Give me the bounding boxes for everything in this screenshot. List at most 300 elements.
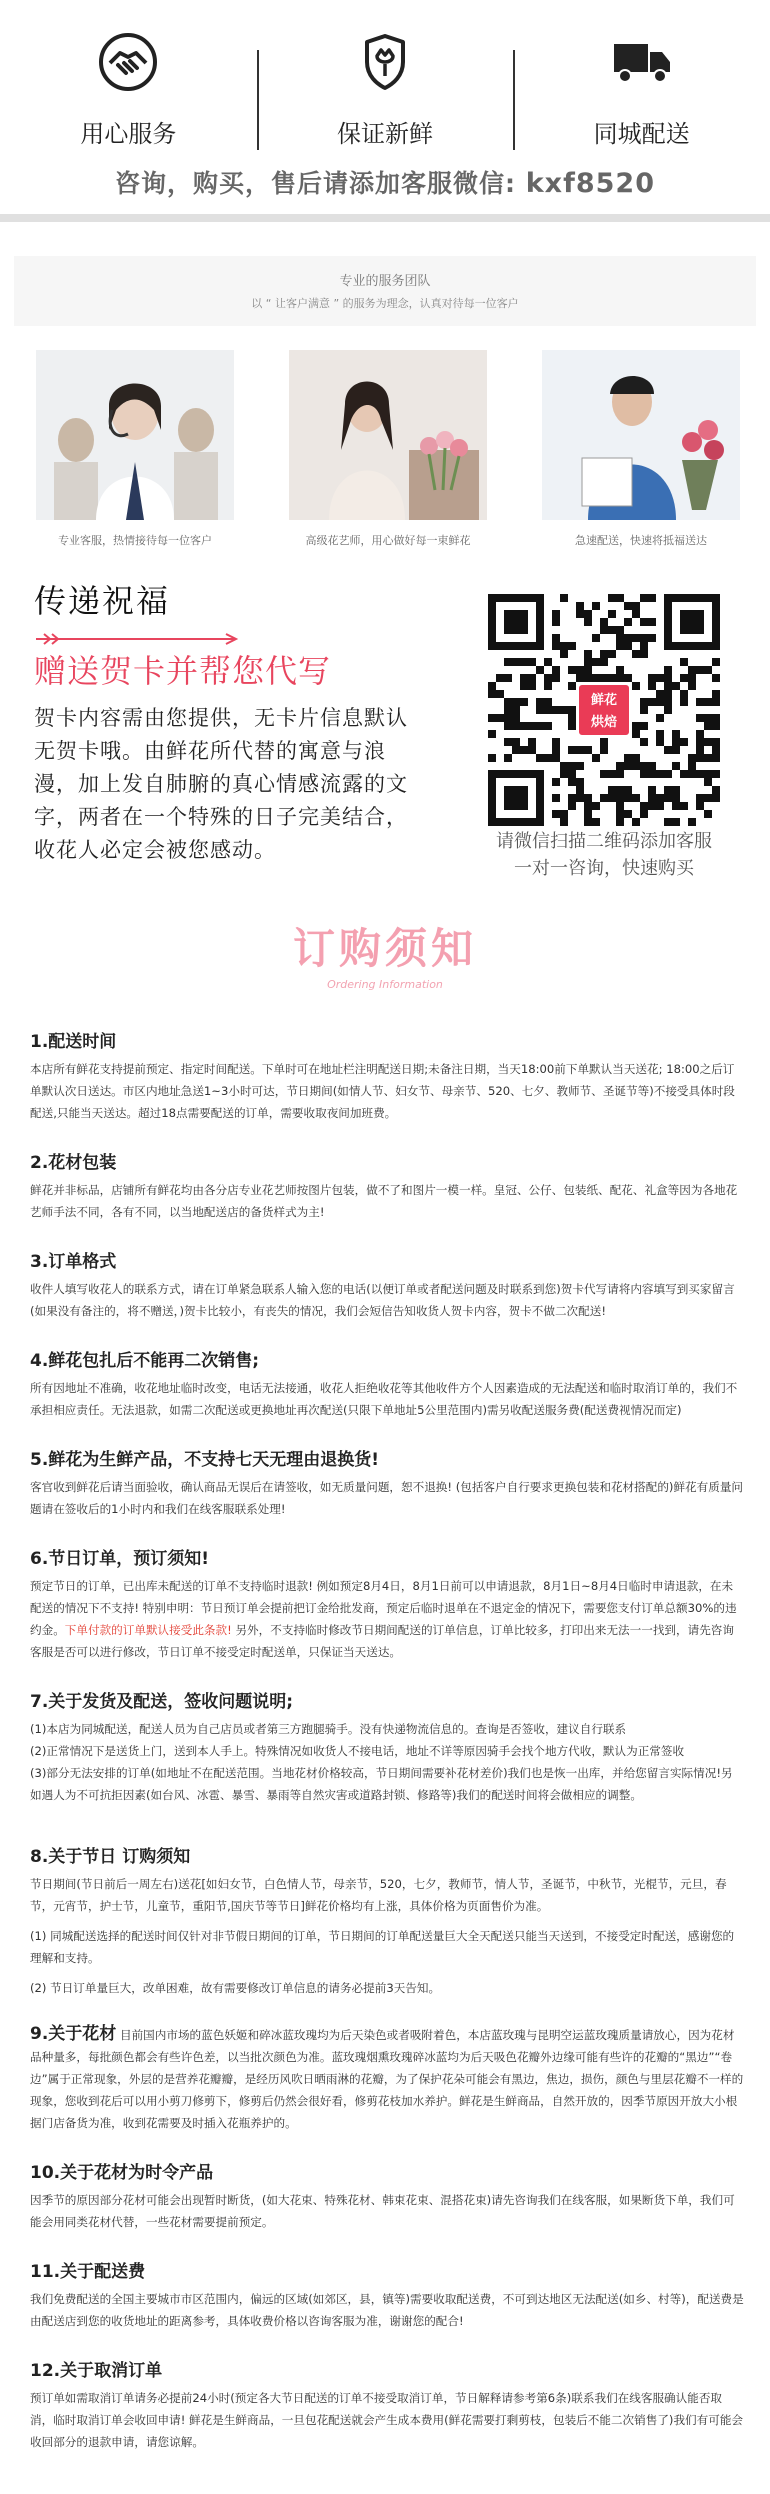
qr-module — [664, 794, 672, 802]
qr-module — [528, 674, 536, 682]
qr-module — [712, 738, 720, 746]
section-10 — [30, 2158, 744, 2233]
qr-module — [544, 674, 552, 682]
qr-module — [560, 818, 568, 826]
qr-module — [664, 690, 672, 698]
qr-module — [584, 818, 592, 826]
section-body — [30, 1873, 744, 1999]
qr-module — [624, 642, 632, 650]
qr-module — [552, 642, 560, 650]
qr-module — [512, 714, 520, 722]
qr-module — [640, 594, 648, 602]
qr-module — [536, 698, 544, 706]
qr-module — [608, 786, 616, 794]
qr-module — [696, 802, 704, 810]
section-body-post: 另外，不支持临时修改节日期间配送的订单信息，订单比较多，打印出来无法一一找到，请先咨询客服是否可以进行修改，节日订单不接受定时配送单，只保证当天送达。 — [30, 1623, 734, 1659]
qr-module — [664, 786, 672, 794]
qr-module — [648, 762, 656, 770]
team-photos — [0, 326, 770, 548]
qr-module — [616, 594, 624, 602]
qr-module — [656, 802, 664, 810]
qr-module — [672, 762, 680, 770]
greeting-body: 贺卡内容需由您提供，无卡片信息默认无贺卡哦。由鲜花所代替的寓意与浪漫，加上发自肺腑的真心情感流露的文字，两者在一个特殊的日子完美结合，收花人必定会被您感动。 — [34, 706, 408, 862]
qr-module — [552, 706, 560, 714]
qr-module — [584, 746, 592, 754]
service-team-banner — [14, 256, 756, 326]
qr-module — [656, 674, 664, 682]
qr-module — [568, 706, 576, 714]
qr-module — [536, 722, 544, 730]
section-heading: 7.关于发货及配送，签收问题说明; — [30, 1692, 294, 1712]
qr-module — [664, 666, 672, 674]
qr-module — [648, 794, 656, 802]
qr-module — [704, 778, 712, 786]
qr-module — [512, 738, 520, 746]
qr-module — [592, 802, 600, 810]
qr-module — [712, 754, 720, 762]
qr-module — [528, 746, 536, 754]
qr-module — [712, 746, 720, 754]
greeting-subtitle: 赠送贺卡并帮您代写 — [34, 652, 332, 690]
qr-finder — [680, 610, 704, 634]
qr-module — [712, 770, 720, 778]
qr-module — [712, 690, 720, 698]
qr-module — [664, 746, 672, 754]
qr-module — [704, 770, 712, 778]
qr-module — [616, 802, 624, 810]
qr-module — [616, 634, 624, 642]
qr-finder — [504, 786, 528, 810]
section-8 — [30, 1842, 744, 1999]
qr-module — [504, 706, 512, 714]
qr-module — [592, 818, 600, 826]
customer-service-photo — [36, 350, 234, 520]
qr-module — [520, 746, 528, 754]
qr-module — [552, 738, 560, 746]
qr-module — [680, 738, 688, 746]
qr-module — [672, 682, 680, 690]
arrow-decoration — [34, 630, 234, 640]
qr-module — [536, 666, 544, 674]
team-subtitle: 以 “ 让客户满意 ” 的服务为理念，认真对待每一位客户 — [251, 297, 519, 310]
qr-caption-1: 请微信扫描二维码添加客服 — [496, 831, 712, 852]
qr-module — [528, 738, 536, 746]
qr-module — [688, 818, 696, 826]
section-body-text: 目前国内市场的蓝色妖姬和碎冰蓝玫瑰均为后天染色或者吸附着色，本店蓝玫瑰与昆明空运蓝玫瑰质量请放心，因为花材品种量多，每批颜色都会有些许色差，以当批次颜色为准。蓝玫瑰烟熏玫瑰碎冰蓝均为后天吸色花瓣外边缘可能有些许的花瓣的“黑边”“卷边”属于正常现象，外层的是营养花瓣瓣，是经历风吹日晒雨淋的花瓣，为了保护花朵可能会有黑边，焦边，损伤，颜色与里层花瓣不一样的现象，您收到花后可以用小剪刀修剪下，修剪后仍然会很好看，修剪花枝加水养护。鲜花是生鲜商品，自然开放的，因季节原因开放大小根据门店备货为准，收到花需要及时插入花瓶养护的。 — [30, 2028, 744, 2130]
qr-module — [624, 618, 632, 626]
qr-module — [488, 730, 496, 738]
qr-module — [592, 754, 600, 762]
section-body: 本店所有鲜花支持提前预定、指定时间配送。下单时可在地址栏注明配送日期;未备注日期，当天18:00前下单默认当天送花; 18:00之后订单默认次日送达。市区内地址急送1~3小时可达，节日期间(如情人节、妇女节、母亲节、520、七夕、教师节、圣诞节等)不接受具体时段配送,只能当天送达。超过18点需要配送的订单，需要收取夜间加班费。 — [30, 1062, 735, 1120]
qr-module — [640, 722, 648, 730]
qr-block — [468, 576, 740, 880]
notice-sections — [0, 1027, 770, 2453]
qr-module — [536, 706, 544, 714]
qr-module — [640, 802, 648, 810]
qr-module — [712, 794, 720, 802]
section-1 — [30, 1027, 744, 1124]
qr-module — [704, 738, 712, 746]
qr-module — [696, 738, 704, 746]
section-body: 因季节的原因部分花材可能会出现暂时断货，(如大花束、特殊花材、韩束花束、混搭花束)请先咨询我们在线客服，如果断货下单，我们可能会用同类花材代替，一些花材需要提前预定。 — [30, 2193, 735, 2229]
qr-caption-2: 一对一咨询，快速购买 — [514, 858, 694, 879]
qr-module — [656, 690, 664, 698]
qr-module — [680, 658, 688, 666]
qr-module — [600, 746, 608, 754]
feature-label: 保证新鲜 — [337, 120, 433, 148]
qr-module — [632, 602, 640, 610]
qr-module — [504, 738, 512, 746]
section-2 — [30, 1148, 744, 1223]
qr-module — [616, 674, 624, 682]
qr-module — [648, 682, 656, 690]
flower-shield-icon — [353, 30, 417, 94]
section-body-pre: 预定节日的订单，已出库未配送的订单不支持临时退款! 例如预定8月4日，8月1日前可以申请退款，8月1日~8月4日临时申请退款，在未配送的情况下不支持! 特别申明：节日预订单会提前把订金给批发商，预定后临时退单在不退定金的情况下，需要您支付订单总额30%的违约金。 — [30, 1579, 737, 1637]
qr-module — [656, 714, 664, 722]
qr-module — [600, 618, 608, 626]
qr-module — [648, 698, 656, 706]
qr-module — [576, 666, 584, 674]
qr-module — [560, 810, 568, 818]
qr-module — [624, 786, 632, 794]
section-heading: 12.关于取消订单 — [30, 2361, 163, 2381]
qr-module — [584, 618, 592, 626]
qr-module — [616, 666, 624, 674]
qr-module — [576, 746, 584, 754]
qr-module — [504, 674, 512, 682]
section-body — [30, 1718, 744, 1806]
qr-module — [560, 770, 568, 778]
qr-module — [624, 794, 632, 802]
qr-module — [624, 602, 632, 610]
qr-module — [552, 794, 560, 802]
qr-module — [568, 714, 576, 722]
qr-module — [600, 650, 608, 658]
qr-module — [616, 762, 624, 770]
qr-module — [552, 618, 560, 626]
qr-module — [552, 674, 560, 682]
qr-module — [496, 674, 504, 682]
qr-module — [696, 770, 704, 778]
qr-module — [528, 658, 536, 666]
qr-module — [672, 730, 680, 738]
qr-module — [584, 674, 592, 682]
divider — [0, 214, 770, 222]
qr-module — [568, 682, 576, 690]
qr-module — [568, 770, 576, 778]
feature-fresh — [257, 30, 514, 160]
qr-module — [544, 698, 552, 706]
photo-florist — [289, 350, 487, 548]
qr-module — [504, 698, 512, 706]
qr-module — [568, 746, 576, 754]
qr-module — [640, 810, 648, 818]
qr-module — [608, 794, 616, 802]
section-heading: 5.鲜花为生鲜产品，不支持七天无理由退换货! — [30, 1450, 380, 1470]
notice-title: 订购须知 — [292, 924, 477, 973]
qr-module — [584, 610, 592, 618]
qr-module — [528, 682, 536, 690]
qr-module — [520, 658, 528, 666]
section-body: 鲜花并非标品，店铺所有鲜花均由各分店专业花艺师按图片包装，做不了和图片一模一样。皇冠、公仔、包装纸、配花、礼盒等因为各地花艺师手法不同，各有不同，以当地配送店的备货样式为主! — [30, 1183, 738, 1219]
qr-module — [568, 794, 576, 802]
qr-module — [576, 602, 584, 610]
qr-module — [664, 674, 672, 682]
qr-code — [488, 594, 720, 826]
handshake-icon — [96, 30, 160, 94]
qr-module — [608, 594, 616, 602]
qr-module — [680, 770, 688, 778]
qr-module — [680, 674, 688, 682]
qr-module — [648, 674, 656, 682]
section-heading: 8.关于节日 订购须知 — [30, 1847, 191, 1867]
qr-module — [672, 746, 680, 754]
qr-module — [560, 594, 568, 602]
qr-module — [584, 810, 592, 818]
qr-module — [616, 786, 624, 794]
qr-module — [568, 642, 576, 650]
qr-module — [640, 762, 648, 770]
qr-module — [552, 634, 560, 642]
qr-module — [656, 698, 664, 706]
qr-module — [656, 770, 664, 778]
qr-module — [496, 690, 504, 698]
qr-module — [656, 730, 664, 738]
qr-module — [512, 706, 520, 714]
qr-module — [624, 810, 632, 818]
qr-module — [616, 642, 624, 650]
section-line: (3)部分无法安排的订单(如地址不在配送范围。当地花材价格较高，节日期间需要补花材差价)我们也是恢一出库，并给您留言实际情况!另如遇人为不可抗拒因素(如台风、冰雹、暴雪、暴雨等自然灾害或道路封锁、修路等)我们的配送时间将会做相应的调整。 — [30, 1766, 733, 1802]
section-heading: 6.节日订单，预订须知! — [30, 1549, 210, 1569]
qr-module — [632, 754, 640, 762]
qr-module — [688, 770, 696, 778]
qr-module — [640, 770, 648, 778]
qr-module — [696, 746, 704, 754]
qr-module — [544, 658, 552, 666]
qr-module — [632, 682, 640, 690]
qr-module — [672, 738, 680, 746]
delivery-truck-icon — [610, 30, 674, 94]
qr-module — [544, 754, 552, 762]
qr-module — [552, 778, 560, 786]
photo-caption: 急速配送，快速将抵福送达 — [575, 534, 707, 547]
qr-module — [512, 746, 520, 754]
contact-text: 咨询，购买，售后请添加客服微信: — [115, 169, 516, 198]
qr-module — [672, 818, 680, 826]
qr-module — [560, 642, 568, 650]
qr-module — [576, 778, 584, 786]
section-body: 收件人填写收花人的联系方式，请在订单紧急联系人输入您的电话(以便订单或者配送问题及时联系到您)贺卡代写请将内容填写到买家留言(如果没有备注的，将不赠送，)贺卡比较小，有丧失的情况，我们会短信告知收货人贺卡内容，贺卡不做二次配送! — [30, 1282, 735, 1318]
photo-courier — [542, 350, 740, 548]
qr-module — [656, 738, 664, 746]
qr-module — [520, 674, 528, 682]
greeting-section — [0, 548, 770, 880]
section-heading: 10.关于花材为时令产品 — [30, 2163, 214, 2183]
qr-module — [544, 706, 552, 714]
qr-module — [512, 698, 520, 706]
section-12 — [30, 2356, 744, 2453]
courier-photo — [542, 350, 740, 520]
qr-module — [624, 754, 632, 762]
section-7 — [30, 1687, 744, 1806]
qr-module — [704, 794, 712, 802]
qr-module — [504, 658, 512, 666]
qr-module — [584, 794, 592, 802]
qr-module — [504, 722, 512, 730]
section-body: 所有因地址不准确，收花地址临时改变，电话无法接通，收花人拒绝收花等其他收件方个人因素造成的无法配送和临时取消订单的，我们不承担相应责任。无法退款，如需二次配送或更换地址再次配送(只限下单地址5公里范围内)需另收配送服务费(配送费视情况而定) — [30, 1381, 738, 1417]
qr-module — [632, 650, 640, 658]
qr-module — [712, 714, 720, 722]
qr-module — [632, 762, 640, 770]
qr-module — [576, 762, 584, 770]
qr-module — [640, 618, 648, 626]
qr-module — [640, 642, 648, 650]
team-title: 专业的服务团队 — [339, 274, 431, 289]
qr-module — [640, 634, 648, 642]
qr-module — [712, 698, 720, 706]
qr-module — [696, 794, 704, 802]
qr-module — [608, 626, 616, 634]
qr-module — [648, 786, 656, 794]
qr-module — [640, 698, 648, 706]
qr-module — [552, 754, 560, 762]
qr-module — [592, 602, 600, 610]
qr-module — [488, 682, 496, 690]
qr-module — [648, 594, 656, 602]
qr-module — [624, 634, 632, 642]
qr-module — [648, 770, 656, 778]
section-heading: 4.鲜花包扎后不能再二次销售; — [30, 1351, 260, 1371]
contact-line — [0, 164, 770, 200]
qr-module — [696, 714, 704, 722]
qr-module — [632, 634, 640, 642]
qr-module — [488, 754, 496, 762]
qr-module — [568, 666, 576, 674]
qr-module — [520, 722, 528, 730]
florist-photo — [289, 350, 487, 520]
qr-module — [568, 802, 576, 810]
qr-module — [584, 802, 592, 810]
qr-module — [496, 714, 504, 722]
qr-module — [488, 714, 496, 722]
feature-service — [0, 30, 257, 160]
feature-label: 用心服务 — [80, 120, 177, 148]
qr-module — [600, 626, 608, 634]
qr-module — [576, 794, 584, 802]
section-line: 节日期间(节日前后一周左右)送花[如妇女节，白色情人节，母亲节，520，七夕，教师节，情人节，圣诞节，中秋节，光棍节，元旦，春节，元宵节，护士节，儿童节，重阳节,国庆节等节日]鲜花价格均有上涨，具体价格为页面售价为准。 — [30, 1877, 727, 1913]
qr-module — [704, 722, 712, 730]
qr-module — [488, 690, 496, 698]
feature-delivery — [513, 30, 770, 160]
qr-module — [560, 762, 568, 770]
qr-module — [664, 770, 672, 778]
qr-module — [656, 794, 664, 802]
qr-module — [688, 682, 696, 690]
feature-strip — [0, 0, 770, 160]
qr-module — [544, 682, 552, 690]
qr-module — [704, 754, 712, 762]
qr-module — [624, 762, 632, 770]
qr-module — [616, 794, 624, 802]
section-heading: 11.关于配送费 — [30, 2262, 146, 2282]
greeting-text-block — [34, 576, 418, 880]
qr-module — [696, 754, 704, 762]
section-line: (2) 节日订单量巨大，改单困难，故有需要修改订单信息的请务必提前3天告知。 — [30, 1981, 441, 1995]
qr-module — [672, 802, 680, 810]
section-4 — [30, 1346, 744, 1421]
qr-module — [696, 666, 704, 674]
section-body: 我们免费配送的全国主要城市市区范围内，偏远的区域(如郊区，县，镇等)需要收取配送费，不可到达地区无法配送(如乡、村等)，配送费是由配送店到您的收货地址的距离参考，具体收费价格以咨询客服为准，谢谢您的配合! — [30, 2292, 744, 2328]
qr-module — [632, 818, 640, 826]
qr-module — [544, 722, 552, 730]
qr-badge: 鲜花 烘焙 — [576, 682, 632, 738]
section-heading: 1.配送时间 — [30, 1032, 117, 1052]
qr-module — [648, 634, 656, 642]
qr-module — [704, 714, 712, 722]
qr-module — [536, 754, 544, 762]
qr-module — [584, 650, 592, 658]
wechat-id: kxf8520 — [525, 168, 655, 199]
section-heading: 9.关于花材 — [30, 2024, 117, 2044]
qr-module — [560, 706, 568, 714]
qr-module — [576, 786, 584, 794]
photo-caption: 高级花艺师，用心做好每一束鲜花 — [305, 534, 471, 547]
qr-module — [672, 786, 680, 794]
qr-module — [680, 802, 688, 810]
qr-module — [624, 674, 632, 682]
qr-module — [576, 610, 584, 618]
section-body: 预订单如需取消订单请务必提前24小时(预定各大节日配送的订单不接受取消订单，节日解释请参考第6条)联系我们在线客服确认能否取消，临时取消订单会收回申请! 鲜花是生鲜商品，一旦包花配送就会产生成本费用(鲜花需要打剩剪枝，包装后不能二次销售了)我们有可能会收回部分的退款申请，请您谅解。 — [30, 2391, 744, 2449]
qr-module — [600, 674, 608, 682]
section-9 — [30, 2023, 744, 2134]
qr-module — [584, 658, 592, 666]
qr-module — [616, 770, 624, 778]
qr-module — [712, 786, 720, 794]
qr-module — [688, 762, 696, 770]
qr-module — [528, 722, 536, 730]
qr-module — [512, 722, 520, 730]
qr-module — [632, 794, 640, 802]
section-body — [30, 2023, 744, 2134]
qr-module — [552, 610, 560, 618]
qr-module — [632, 610, 640, 618]
qr-module — [504, 754, 512, 762]
qr-module — [592, 658, 600, 666]
qr-module — [600, 794, 608, 802]
qr-module — [616, 626, 624, 634]
qr-module — [688, 674, 696, 682]
section-heading: 3.订单格式 — [30, 1252, 117, 1272]
qr-module — [696, 698, 704, 706]
qr-module — [712, 722, 720, 730]
qr-module — [688, 754, 696, 762]
qr-module — [608, 650, 616, 658]
qr-module — [616, 818, 624, 826]
qr-module — [600, 738, 608, 746]
qr-module — [552, 666, 560, 674]
qr-module — [712, 658, 720, 666]
qr-module — [648, 802, 656, 810]
qr-module — [608, 674, 616, 682]
qr-module — [616, 810, 624, 818]
section-5 — [30, 1445, 744, 1520]
qr-module — [680, 690, 688, 698]
qr-module — [504, 714, 512, 722]
qr-module — [568, 778, 576, 786]
feature-label: 同城配送 — [593, 120, 690, 148]
qr-module — [552, 810, 560, 818]
section-11 — [30, 2257, 744, 2332]
